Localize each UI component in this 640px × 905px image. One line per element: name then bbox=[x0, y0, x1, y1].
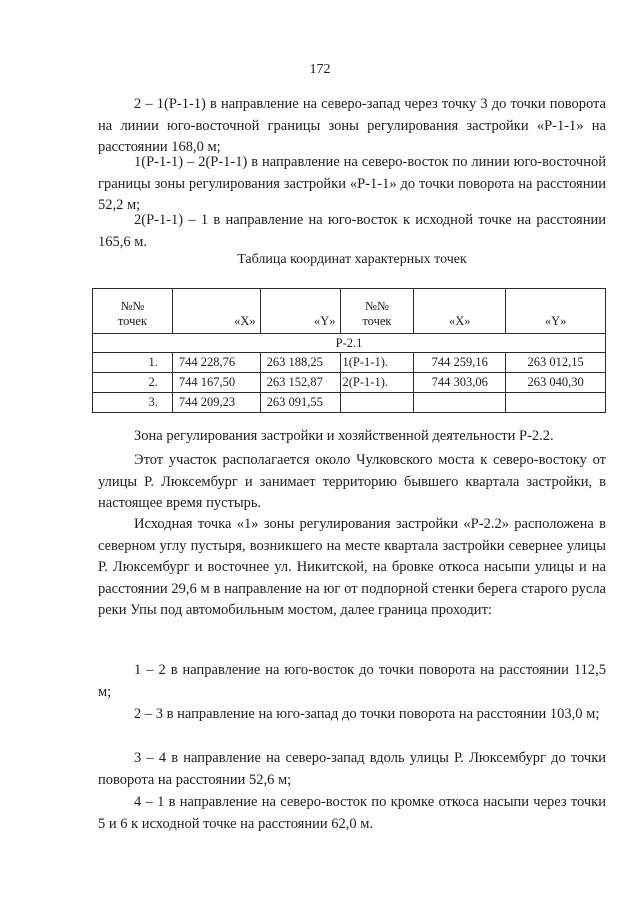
header-y-2: «Y» bbox=[506, 289, 606, 334]
cell-number: 1. bbox=[93, 353, 173, 373]
paragraph: 4 – 1 в направление на северо-восток по кромке откоса насыпи через точки 5 и 6 к исходной точке на расстоянии 62,0 м. bbox=[98, 794, 606, 832]
cell-number-2: 1(Р-1-1). bbox=[340, 353, 414, 373]
header-num-line1: №№ bbox=[120, 299, 145, 313]
paragraph: 2 – 1(Р-1-1) в направление на северо-запад через точку 3 до точки поворота на линии юго-восточной границы зоны регулирования застройки «Р-1-1» на расстоянии 168,0 м; bbox=[98, 96, 606, 155]
header-point-number-2 bbox=[340, 289, 414, 334]
paragraph: Исходная точка «1» зоны регулирования застройки «Р-2.2» расположена в северном углу пустыря, возникшего на месте квартала застройки севернее улицы Р. Люксембург и восточнее ул. Никитской, на бровке откоса насыпи улицы и на расстоянии 29,6 м в направление на юг от подпорной стенки берега старого русла реки Упы под автомобильным мостом, далее граница проходит: bbox=[98, 516, 606, 618]
cell-y: 263 152,87 bbox=[260, 373, 340, 393]
cell-y: 263 091,55 bbox=[260, 393, 340, 413]
header-num-line2: точек bbox=[117, 314, 147, 328]
paragraph: 2(Р-1-1) – 1 в направление на юго-восток к исходной точке на расстоянии 165,6 м. bbox=[98, 212, 606, 250]
table-header-row bbox=[93, 289, 606, 334]
cell-y: 263 188,25 bbox=[260, 353, 340, 373]
cell-y-2 bbox=[506, 393, 606, 413]
page-number: 172 bbox=[309, 62, 331, 77]
paragraph: 2 – 3 в направление на юго-запад до точки поворота на расстоянии 103,0 м; bbox=[134, 706, 600, 722]
section-heading: Зона регулирования застройки и хозяйственной деятельности Р-2.2. bbox=[134, 428, 554, 444]
table-row bbox=[93, 393, 606, 413]
paragraph: 1(Р-1-1) – 2(Р-1-1) в направление на северо-восток по линии юго-восточной границы зоны регулирования застройки «Р-1-1» до точки поворота на расстоянии 52,2 м; bbox=[98, 154, 606, 213]
cell-y-2: 263 012,15 bbox=[506, 353, 606, 373]
header-x-2: «X» bbox=[414, 289, 506, 334]
header-y: «Y» bbox=[260, 289, 340, 334]
header-num2-line2: точек bbox=[362, 314, 392, 328]
cell-x-2: 744 303,06 bbox=[414, 373, 506, 393]
table-row bbox=[93, 373, 606, 393]
cell-number-2: 2(Р-1-1). bbox=[340, 373, 414, 393]
paragraph: Этот участок располагается около Чулковского моста к северо-востоку от улицы Р. Люксембург и занимает территорию бывшего квартала застройки, в настоящее время пустырь. bbox=[98, 452, 606, 511]
cell-number: 3. bbox=[93, 393, 173, 413]
cell-x: 744 167,50 bbox=[172, 373, 260, 393]
cell-number-2 bbox=[340, 393, 414, 413]
paragraph: 1 – 2 в направление на юго-восток до точки поворота на расстоянии 112,5 м; bbox=[98, 662, 606, 700]
cell-number: 2. bbox=[93, 373, 173, 393]
header-x: «X» bbox=[172, 289, 260, 334]
cell-x-2 bbox=[414, 393, 506, 413]
section-label: Р-2.1 bbox=[93, 334, 606, 353]
paragraph: 3 – 4 в направление на северо-запад вдоль улицы Р. Люксембург до точки поворота на расстоянии 52,6 м; bbox=[98, 750, 606, 788]
header-point-number bbox=[93, 289, 173, 334]
table-caption: Таблица координат характерных точек bbox=[237, 252, 467, 267]
cell-x: 744 209,23 bbox=[172, 393, 260, 413]
table-row bbox=[93, 353, 606, 373]
cell-y-2: 263 040,30 bbox=[506, 373, 606, 393]
header-num2-line1: №№ bbox=[365, 299, 389, 313]
coordinates-table bbox=[92, 288, 606, 413]
cell-x: 744 228,76 bbox=[172, 353, 260, 373]
cell-x-2: 744 259,16 bbox=[414, 353, 506, 373]
table-section-row bbox=[93, 334, 606, 353]
